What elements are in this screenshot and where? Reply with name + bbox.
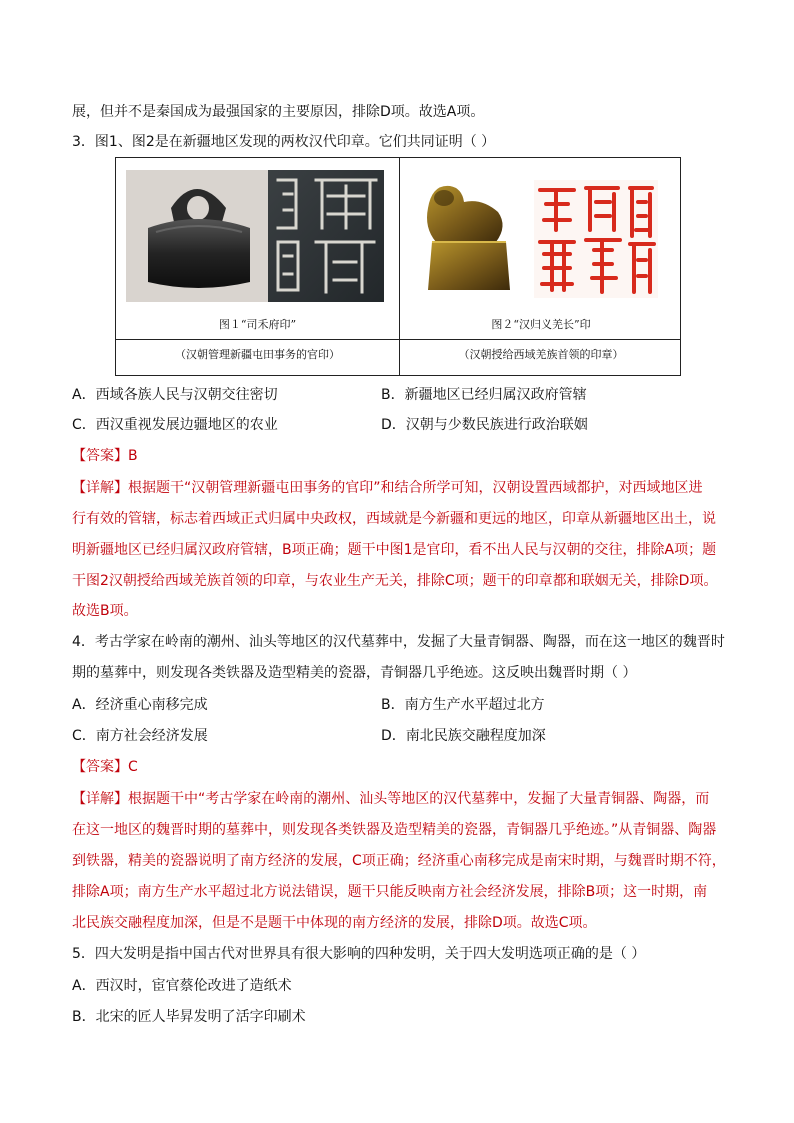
q3-option-c: C．西汉重视发展边疆地区的农业	[72, 417, 278, 433]
figure-2-photo	[410, 172, 526, 302]
figure-2-red-impression	[534, 180, 658, 298]
prev-explanation-end: 展，但并不是秦国成为最强国家的主要原因，排除D项。故选A项。	[72, 104, 485, 120]
figure-1-note: （汉朝管理新疆屯田事务的官印）	[175, 348, 340, 361]
figure-1-photo	[126, 170, 384, 302]
question-4-stem-line-1: 4．考古学家在岭南的潮州、汕头等地区的汉代墓葬中，发掘了大量青铜器、陶器，而在这一地区的魏晋时	[72, 634, 725, 650]
q4-explanation-line-4: 排除A项；南方生产水平超过北方说法错误，题干只能反映南方社会经济发展，排除B项；这一时期，南	[72, 884, 708, 900]
q5-option-b: B．北宋的匠人毕昇发明了活字印刷术	[72, 1009, 306, 1025]
question-5-stem: 5．四大发明是指中国古代对世界具有很大影响的四种发明，关于四大发明选项正确的是（ ）	[72, 946, 646, 962]
q3-explanation-line-2: 行有效的管辖，标志着西域正式归属中央政权，西域就是今新疆和更远的地区，印章从新疆地区出土，说	[72, 511, 716, 527]
figure-table	[115, 157, 681, 376]
q3-explanation-line-5: 故选B项。	[72, 603, 138, 619]
q4-explanation-line-5: 北民族交融程度加深，但是不是题干中体现的南方经济的发展，排除D项。故选C项。	[72, 915, 597, 931]
q4-answer: 【答案】C	[72, 759, 138, 775]
q3-option-b: B．新疆地区已经归属汉政府管辖	[381, 387, 587, 403]
question-3-stem: 3．图1、图2是在新疆地区发现的两枚汉代印章。它们共同证明（ ）	[72, 134, 496, 150]
q4-explanation-line-2: 在这一地区的魏晋时期的墓葬中，则发现各类铁器及造型精美的瓷器，青铜器几乎绝迹。”从青铜器、陶器	[72, 822, 717, 838]
q4-option-c: C．南方社会经济发展	[72, 728, 208, 744]
q5-option-a: A．西汉时，宦官蔡伦改进了造纸术	[72, 978, 292, 994]
q3-answer: 【答案】B	[72, 448, 138, 464]
q3-option-d: D．汉朝与少数民族进行政治联姻	[381, 417, 588, 433]
red-seal-characters	[534, 180, 658, 298]
q4-option-d: D．南北民族交融程度加深	[381, 728, 546, 744]
figure-divider	[399, 158, 400, 375]
figure-row-divider	[116, 339, 680, 340]
q4-option-b: B．南方生产水平超过北方	[381, 697, 545, 713]
q4-option-a: A．经济重心南移完成	[72, 697, 208, 713]
q4-explanation-line-1: 【详解】根据题干中“考古学家在岭南的潮州、汕头等地区的汉代墓葬中，发掘了大量青铜器、陶器，而	[72, 791, 710, 807]
figure-2-note: （汉朝授给西域羌族首领的印章）	[458, 348, 624, 361]
figure-2-caption: 图２“汉归义羌长”印	[491, 318, 591, 331]
figure-1-caption: 图１“司禾府印”	[218, 318, 297, 331]
question-4-stem-line-2: 期的墓葬中，则发现各类铁器及造型精美的瓷器，青铜器几乎绝迹。这反映出魏晋时期（ ）	[72, 665, 637, 681]
q3-explanation-line-1: 【详解】根据题干“汉朝管理新疆屯田事务的官印”和结合所学可知，汉朝设置西域都护，对西域地区进	[72, 480, 703, 496]
q3-option-a: A．西域各族人民与汉朝交往密切	[72, 387, 278, 403]
q3-explanation-line-4: 干图2汉朝授给西域羌族首领的印章，与农业生产无关，排除C项；题干的印章都和联姻无关，排除D项。	[72, 573, 718, 589]
q3-explanation-line-3: 明新疆地区已经归属汉政府管辖，B项正确；题干中图1是官印，看不出人民与汉朝的交往，排除A项；题	[72, 542, 717, 558]
q4-explanation-line-3: 到铁器，精美的瓷器说明了南方经济的发展，C项正确；经济重心南移完成是南宋时期，与魏晋时期不符，	[72, 853, 726, 869]
